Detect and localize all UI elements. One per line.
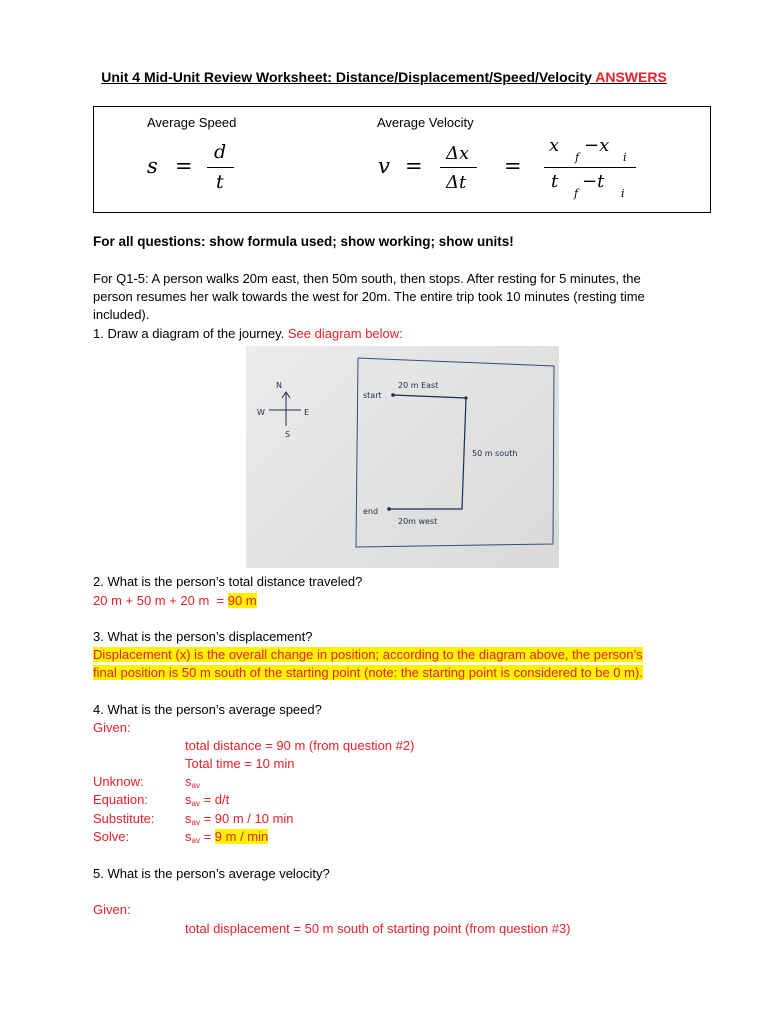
start-point <box>391 393 395 397</box>
q5-given-label: Given: <box>93 902 131 917</box>
velocity-numerator: Δx <box>446 143 470 164</box>
intro-line-1: For Q1-5: A person walks 20m east, then 50m south, then stops. After resting for 5 minutes, the <box>93 271 641 286</box>
speed-equals: = <box>175 154 193 178</box>
q4-substitute-sub: av <box>191 818 200 827</box>
velocity-equals-2: = <box>504 154 522 178</box>
q4-equation-rest: = d/t <box>199 792 230 807</box>
compass-n: N <box>276 381 282 390</box>
q4-given-1: total distance = 90 m (from question #2) <box>185 738 415 753</box>
x-initial-sub: i <box>623 151 627 164</box>
q4-unknown-label: Unknow: <box>93 774 144 789</box>
title-text: Unit 4 Mid-Unit Review Worksheet: Distance/Displacement/Speed/Velocity <box>101 69 592 85</box>
worksheet-title <box>0 69 768 85</box>
instructions: For all questions: show formula used; show working; show units! <box>93 234 514 249</box>
intro-line-2: person resumes her walk towards the west for 20m. The entire trip took 10 minutes (resting time <box>93 289 645 304</box>
speed-symbol: s <box>147 154 158 178</box>
x-initial: −x <box>584 135 610 156</box>
t-final: t <box>551 171 559 192</box>
compass-s: S <box>285 430 291 439</box>
q4-substitute-rest: = 90 m / 10 min <box>199 811 294 826</box>
q2-answer-line <box>93 592 257 610</box>
velocity-symbol: v <box>378 154 390 178</box>
journey-diagram <box>246 346 559 568</box>
q4-equation-sub: av <box>191 799 200 808</box>
q3-question: 3. What is the person’s displacement? <box>93 629 313 644</box>
t-initial-sub: i <box>621 187 625 200</box>
answers-tag: ANSWERS <box>595 69 667 85</box>
x-final-sub: f <box>575 151 580 164</box>
x-final: x <box>549 135 560 156</box>
velocity-fraction-bar <box>440 167 477 168</box>
t-initial: −t <box>582 171 605 192</box>
q4-solve-answer: 9 m / min <box>214 829 269 844</box>
q1-question: 1. Draw a diagram of the journey. <box>93 326 285 341</box>
velocity-equals: = <box>405 154 423 178</box>
journey-diagram-photo <box>246 346 559 568</box>
q4-solve-s: s <box>185 829 192 844</box>
q4-given-label: Given: <box>93 720 131 735</box>
t-final-sub: f <box>574 187 579 200</box>
end-point <box>387 507 391 511</box>
q3-answer-line-1 <box>93 646 643 664</box>
q5-given-1: total displacement = 50 m south of starting point (from question #3) <box>185 921 571 936</box>
q5-question: 5. What is the person’s average velocity? <box>93 866 330 881</box>
q4-question: 4. What is the person’s average speed? <box>93 702 322 717</box>
west-label: 20m west <box>398 517 438 526</box>
south-label: 50 m south <box>472 449 518 458</box>
speed-denominator: t <box>216 171 224 193</box>
q2-question: 2. What is the person’s total distance traveled? <box>93 574 363 589</box>
q1-answer: See diagram below: <box>287 326 403 341</box>
q2-answer: 90 m <box>227 593 257 608</box>
end-label: end <box>363 507 379 516</box>
formula-box <box>93 106 711 213</box>
q3-answer-line-2 <box>93 664 643 682</box>
paper-outline <box>356 358 554 547</box>
q4-unknown-s: s <box>185 774 192 789</box>
q3-answer-1: Displacement (x) is the overall change in position; according to the diagram above, the person’s <box>93 647 643 662</box>
velocity-denominator: Δt <box>446 172 467 193</box>
q4-unknown-sub: av <box>191 781 200 790</box>
q2-working: 20 m + 50 m + 20 m = <box>93 593 228 608</box>
compass-w: W <box>257 408 265 417</box>
q4-equation-s: s <box>185 792 192 807</box>
journey-path <box>389 395 466 509</box>
q4-solve <box>185 828 268 850</box>
velocity-diff-fraction-bar <box>544 167 636 168</box>
intro-line-3: included). <box>93 307 150 322</box>
q4-given-2: Total time = 10 min <box>185 756 295 771</box>
q4-solve-sub: av <box>191 836 200 845</box>
q3-answer-2: final position is 50 m south of the starting point (note: the starting point is considered to be 0 m). <box>93 665 643 680</box>
average-velocity-label: Average Velocity <box>377 115 474 130</box>
q4-solve-eq: = <box>199 829 215 844</box>
speed-numerator: d <box>214 141 227 163</box>
corner-point <box>464 396 467 399</box>
average-speed-label: Average Speed <box>147 115 237 130</box>
q4-equation-label: Equation: <box>93 792 148 807</box>
east-label: 20 m East <box>398 381 439 390</box>
q4-solve-label: Solve: <box>93 829 130 844</box>
start-label: start <box>363 391 382 400</box>
speed-fraction-bar <box>207 167 234 168</box>
q4-substitute-label: Substitute: <box>93 811 155 826</box>
q1-line <box>93 325 403 343</box>
q4-substitute-s: s <box>185 811 192 826</box>
compass-e: E <box>304 408 310 417</box>
